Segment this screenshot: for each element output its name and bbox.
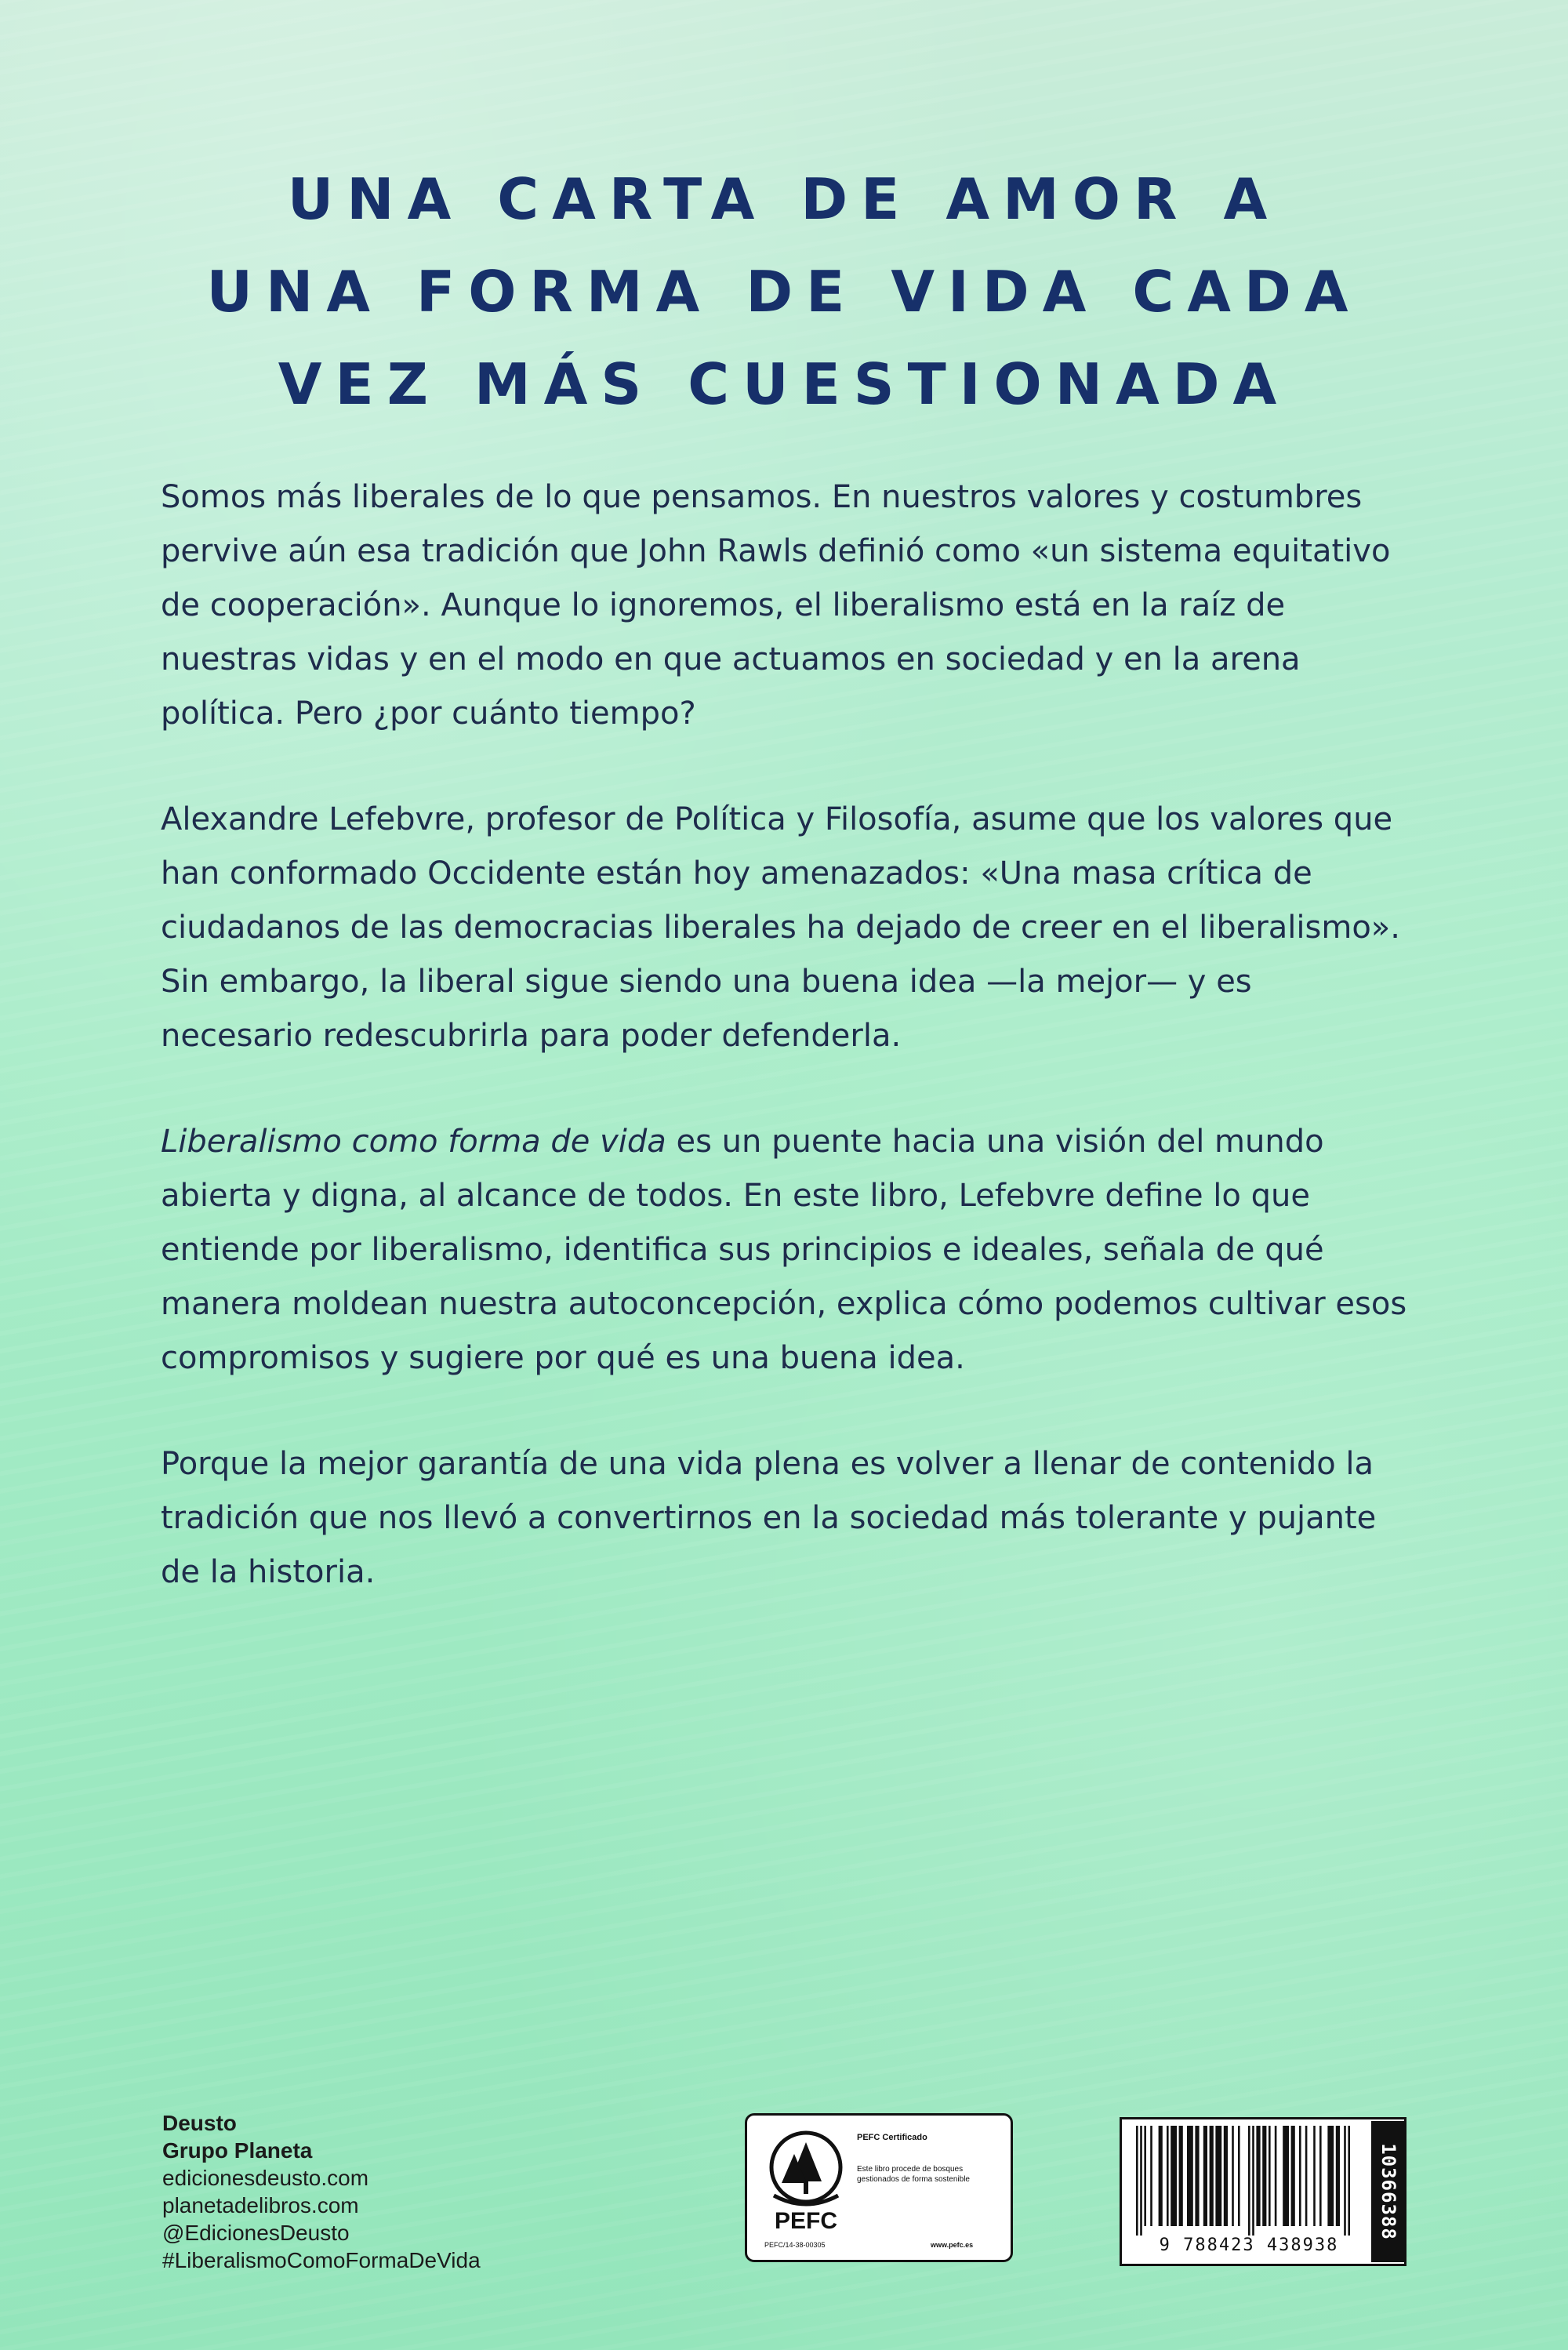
barcode-bar [1195, 2126, 1199, 2226]
pefc-title: PEFC Certificado [857, 2133, 927, 2142]
barcode-side-code: 10366388 [1377, 2143, 1399, 2240]
pefc-website: www.pefc.es [931, 2241, 974, 2249]
book-hashtag: #LiberalismoComoFormaDeVida [162, 2248, 481, 2272]
barcode-bar [1171, 2126, 1177, 2226]
barcode-bar [1215, 2126, 1221, 2226]
barcode-bar [1336, 2126, 1340, 2226]
barcode-bar [1348, 2126, 1350, 2236]
barcode-bar [1275, 2126, 1277, 2226]
publisher-group: Grupo Planeta [162, 2138, 313, 2163]
book-title-italic: Liberalismo como forma de vida [161, 1124, 666, 1160]
barcode-bar [1179, 2126, 1183, 2226]
pefc-tree-logo-icon [763, 2127, 849, 2252]
barcode-bar [1203, 2126, 1207, 2226]
isbn-barcode [1120, 2117, 1406, 2266]
barcode-bar [1210, 2126, 1214, 2226]
pefc-code: PEFC/14-38-00305 [764, 2241, 826, 2249]
synopsis-paragraph-1: Somos más liberales de lo que pensamos. En nuestros valores y costumbres pervive aún esa tradición que John Rawls definió como «un sistema equitativo de cooperación». Aunque lo ignoremos, el liberalismo está en la raíz de nuestras vidas y en el modo en que actuamos en sociedad y en la arena política. Pero ¿por cuánto tiempo? [161, 479, 1391, 732]
isbn-number: 9 788423 438938 [1159, 2236, 1339, 2255]
synopsis-paragraph-4: Porque la mejor garantía de una vida plena es volver a llenar de contenido la tradición que nos llevó a convertirnos en la sociedad más tolerante y pujante de la historia. [161, 1446, 1377, 1590]
barcode-bar [1299, 2126, 1301, 2226]
headline-line-3: VEZ MÁS CUESTIONADA [278, 351, 1290, 417]
headline-line-1: UNA CARTA DE AMOR A [287, 166, 1281, 232]
synopsis-paragraph-3 [161, 1115, 1411, 1386]
barcode-bar [1140, 2126, 1142, 2236]
pefc-certification-label [745, 2113, 1013, 2262]
barcode-bar [1319, 2126, 1322, 2226]
synopsis-paragraph-3-text: es un puente hacia una visión del mundo abierta y digna, al alcance de todos. En este libro, Lefebvre define lo que entiende por liberalismo, identifica sus principios e ideales, señala de qué manera moldean nuestra autoconcepción, explica cómo podemos cultivar esos compromisos y sugiere por qué es una buena idea. [161, 1124, 1407, 1376]
barcode-bar [1269, 2126, 1271, 2226]
pefc-logo-text: PEFC [774, 2208, 838, 2234]
barcode-bar [1136, 2126, 1138, 2236]
barcode-bar [1252, 2126, 1254, 2236]
barcode-bar [1248, 2126, 1250, 2236]
barcode-bar [1262, 2126, 1266, 2226]
barcode-bar [1305, 2126, 1308, 2226]
barcode-bar [1313, 2126, 1316, 2226]
barcode-bar [1224, 2126, 1228, 2226]
publisher-website-2: planetadelibros.com [162, 2193, 359, 2217]
publisher-imprint [162, 2109, 481, 2274]
barcode-bar [1159, 2126, 1163, 2226]
barcode-bars [1133, 2126, 1362, 2236]
synopsis-paragraph-2: Alexandre Lefebvre, profesor de Política y Filosofía, asume que los valores que han conformado Occidente están hoy amenazados: «Una masa crítica de ciudadanos de las democracias liberales ha dejado de creer en el liberalismo». Sin embargo, la liberal sigue siendo una buena idea —la mejor— y es necesario redescubrirla para poder defenderla. [161, 801, 1400, 1054]
barcode-bar [1327, 2126, 1334, 2226]
headline-line-2: UNA FORMA DE VIDA CADA [206, 259, 1362, 325]
synopsis [161, 470, 1411, 1651]
publisher-website-1: edicionesdeusto.com [162, 2166, 369, 2190]
barcode-bar [1187, 2126, 1193, 2226]
barcode-bar [1291, 2126, 1295, 2226]
publisher-name: Deusto [162, 2111, 237, 2135]
barcode-bar [1344, 2126, 1346, 2236]
barcode-bar [1144, 2126, 1146, 2226]
barcode-bar [1232, 2126, 1234, 2226]
barcode-bar [1283, 2126, 1289, 2226]
barcode-side-code-box [1371, 2121, 1406, 2262]
pefc-description: Este libro procede de bosques gestionados de forma sostenible [857, 2165, 970, 2184]
headline [118, 153, 1450, 430]
barcode-bar [1150, 2126, 1152, 2226]
barcode-bar [1238, 2126, 1240, 2226]
publisher-social-handle: @EdicionesDeusto [162, 2221, 350, 2245]
barcode-bar [1256, 2126, 1260, 2226]
barcode-bar [1167, 2126, 1169, 2226]
